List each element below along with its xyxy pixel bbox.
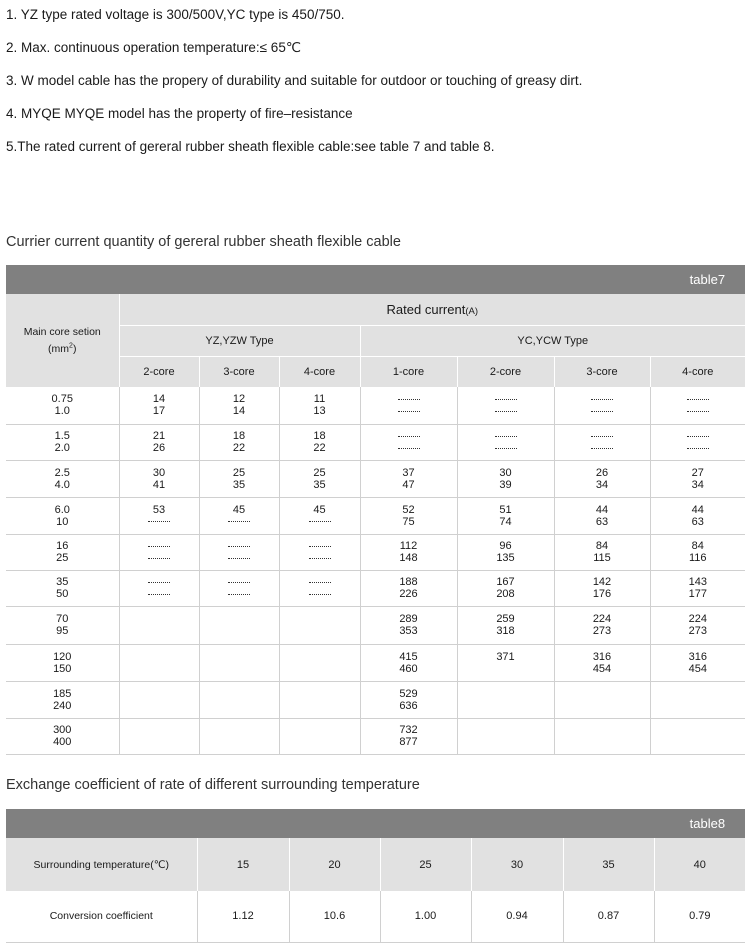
- current-value: 273: [592, 625, 612, 637]
- current-value: 636: [399, 699, 418, 712]
- current-value: 25: [232, 466, 246, 479]
- current-value: 112: [399, 540, 418, 552]
- current-cell: [360, 681, 457, 718]
- current-cell: [457, 424, 554, 460]
- coefficient-value: 1.00: [380, 891, 471, 942]
- coef-label: Conversion coefficient: [49, 910, 153, 923]
- current-value: 45: [313, 503, 326, 516]
- coefficient-value: 0.79: [654, 891, 745, 942]
- current-cell: [279, 497, 360, 534]
- current-cell: [457, 534, 554, 570]
- current-cell: [279, 644, 360, 681]
- current-cell: [279, 606, 360, 644]
- section-value: 10: [56, 515, 69, 528]
- table-row: [6, 570, 745, 606]
- current-cell: [457, 644, 554, 681]
- empty-dash: [591, 393, 613, 405]
- current-cell: [457, 681, 554, 718]
- current-cell: [119, 570, 199, 606]
- empty-dash: [148, 516, 170, 528]
- current-cell: [199, 424, 279, 460]
- current-value: 115: [593, 552, 611, 564]
- section-value: 50: [56, 588, 69, 600]
- current-value: 26: [595, 466, 609, 479]
- column-header-yc-1-core: 1-core: [360, 356, 457, 387]
- current-value: 176: [592, 588, 612, 600]
- current-value: 143: [688, 576, 707, 588]
- column-header-yz-4-core: 4-core: [279, 356, 360, 387]
- current-value: 11: [313, 393, 326, 406]
- current-cell: [119, 718, 199, 754]
- current-cell: [650, 497, 745, 534]
- current-value: 47: [402, 478, 415, 491]
- empty-dash: [398, 430, 420, 442]
- table8: [6, 809, 745, 943]
- column-header-yz-3-core: 3-core: [199, 356, 279, 387]
- empty-dash: [687, 393, 709, 405]
- current-value: 21: [152, 430, 166, 442]
- empty-dash: [495, 405, 517, 417]
- current-value: 316: [688, 650, 707, 663]
- current-value: 460: [399, 662, 418, 675]
- empty-dash: [398, 393, 420, 405]
- section-value: 400: [53, 736, 72, 748]
- current-value: 13: [313, 405, 326, 418]
- section-value: 2.5: [54, 466, 70, 479]
- section-value: 0.75: [51, 393, 73, 406]
- current-value: 45: [232, 503, 246, 516]
- current-value: 316: [592, 650, 612, 663]
- current-cell: [360, 644, 457, 681]
- current-cell: [554, 534, 650, 570]
- current-cell: [554, 570, 650, 606]
- section-value: 1.5: [54, 430, 70, 442]
- temperature-value: 15: [197, 838, 289, 891]
- current-value: 75: [402, 515, 415, 528]
- current-value: 63: [691, 515, 704, 528]
- current-cell: [279, 681, 360, 718]
- empty-dash: [495, 430, 517, 442]
- table-row: [6, 681, 745, 718]
- current-cell: [457, 387, 554, 424]
- current-value: 14: [152, 393, 166, 406]
- temperature-value: 30: [471, 838, 563, 891]
- current-cell: [119, 387, 199, 424]
- current-cell: [360, 460, 457, 497]
- current-value: 44: [691, 503, 704, 516]
- empty-dash: [228, 552, 250, 564]
- current-value: 454: [592, 662, 612, 675]
- empty-dash: [495, 393, 517, 405]
- current-value: 454: [688, 662, 707, 675]
- current-cell: [360, 570, 457, 606]
- current-cell: [199, 606, 279, 644]
- current-value: 52: [402, 503, 415, 516]
- current-cell: [199, 644, 279, 681]
- empty-dash: [495, 442, 517, 454]
- column-header-yc-3-core: 3-core: [554, 356, 650, 387]
- temperature-value: 20: [289, 838, 380, 891]
- current-value: 74: [499, 515, 512, 528]
- current-cell: [650, 387, 745, 424]
- section-cell: [6, 644, 119, 681]
- current-cell: [119, 606, 199, 644]
- table-row: [6, 606, 745, 644]
- current-cell: [119, 497, 199, 534]
- current-value: 96: [499, 540, 512, 552]
- current-value: 25: [313, 466, 326, 479]
- current-value: 26: [152, 442, 166, 454]
- temperature-value: 35: [563, 838, 654, 891]
- empty-dash: [148, 588, 170, 600]
- current-value: 63: [595, 515, 609, 528]
- empty-dash: [309, 588, 331, 600]
- current-value: 35: [313, 478, 326, 491]
- current-cell: [650, 644, 745, 681]
- current-cell: [554, 681, 650, 718]
- section-value: 6.0: [54, 503, 70, 516]
- current-value: 44: [595, 503, 609, 516]
- current-cell: [360, 606, 457, 644]
- current-cell: [199, 718, 279, 754]
- empty-dash: [687, 430, 709, 442]
- current-value: 27: [691, 466, 704, 479]
- current-cell: [554, 387, 650, 424]
- table-row: [6, 387, 745, 424]
- current-value: 188: [399, 576, 418, 588]
- current-value: 84: [691, 540, 704, 552]
- section-value: 120: [53, 650, 72, 663]
- empty-dash: [398, 405, 420, 417]
- section-value: 2.0: [54, 442, 70, 454]
- current-cell: [119, 681, 199, 718]
- current-value: 167: [496, 576, 515, 588]
- current-cell: [650, 570, 745, 606]
- current-cell: [554, 460, 650, 497]
- note-1: 1. YZ type rated voltage is 300/500V,YC type is 450/750.: [6, 7, 345, 22]
- current-value: 39: [499, 478, 512, 491]
- note-3: 3. W model cable has the propery of durability and suitable for outdoor or touching of greasy dirt.: [6, 73, 583, 88]
- current-value: 732: [399, 724, 418, 736]
- note-5: 5.The rated current of gereral rubber sheath flexible cable:see table 7 and table 8.: [6, 139, 495, 154]
- current-cell: [650, 681, 745, 718]
- rated-current-header: Rated current(A): [119, 294, 745, 325]
- empty-dash: [228, 540, 250, 552]
- empty-dash: [148, 552, 170, 564]
- current-cell: [457, 718, 554, 754]
- empty-dash: [687, 442, 709, 454]
- current-cell: [554, 424, 650, 460]
- section-value: 25: [56, 552, 69, 564]
- current-value: 208: [496, 588, 515, 600]
- empty-dash: [591, 405, 613, 417]
- section-value: 4.0: [54, 478, 70, 491]
- current-value: 135: [496, 552, 515, 564]
- current-cell: [279, 570, 360, 606]
- current-value: 84: [595, 540, 609, 552]
- current-cell: [360, 497, 457, 534]
- current-value: 18: [313, 430, 326, 442]
- section-cell: [6, 460, 119, 497]
- coefficient-value: 0.94: [471, 891, 563, 942]
- current-cell: [457, 460, 554, 497]
- section-value: 240: [53, 699, 72, 712]
- table7-title: Currier current quantity of gereral rubber sheath flexible cable: [6, 234, 401, 250]
- current-cell: [457, 606, 554, 644]
- current-value: 529: [399, 687, 418, 700]
- main-core-unit: $(mm^2)$: [48, 342, 77, 355]
- current-cell: [554, 606, 650, 644]
- coefficient-value: 0.87: [563, 891, 654, 942]
- empty-dash: [309, 576, 331, 588]
- current-cell: [199, 460, 279, 497]
- current-value: 877: [399, 736, 418, 748]
- current-cell: [650, 606, 745, 644]
- empty-dash: [398, 442, 420, 454]
- current-value: 224: [688, 613, 707, 625]
- section-value: 1.0: [54, 405, 70, 418]
- current-value: 35: [232, 478, 246, 491]
- current-cell: [119, 644, 199, 681]
- current-value: 51: [499, 503, 512, 516]
- current-cell: [554, 644, 650, 681]
- table-row: [6, 718, 745, 754]
- table7: [6, 265, 745, 755]
- current-cell: [279, 534, 360, 570]
- current-cell: [199, 570, 279, 606]
- current-value: 22: [313, 442, 326, 454]
- section-cell: [6, 570, 119, 606]
- coefficient-value: 1.12: [197, 891, 289, 942]
- column-header-yz-2-core: 2-core: [119, 356, 199, 387]
- current-cell: [360, 387, 457, 424]
- column-header-yc-4-core: 4-core: [650, 356, 745, 387]
- current-cell: [199, 497, 279, 534]
- current-cell: [554, 497, 650, 534]
- table-row: [6, 460, 745, 497]
- current-cell: [119, 534, 199, 570]
- current-value: 289: [399, 613, 418, 625]
- section-cell: [6, 534, 119, 570]
- current-value: 226: [399, 588, 418, 600]
- table-row: [6, 534, 745, 570]
- empty-dash: [591, 442, 613, 454]
- section-cell: [6, 497, 119, 534]
- table8-title: Exchange coefficient of rate of different surrounding temperature: [6, 777, 420, 793]
- current-value: 224: [592, 613, 612, 625]
- section-value: 185: [53, 687, 72, 700]
- table-row: [6, 497, 745, 534]
- table-row: [6, 424, 745, 460]
- current-value: 12: [232, 393, 246, 406]
- current-value: 148: [399, 552, 418, 564]
- current-value: 30: [152, 466, 166, 479]
- empty-dash: [309, 552, 331, 564]
- section-value: 95: [56, 625, 69, 637]
- empty-dash: [687, 405, 709, 417]
- temperature-value: 25: [380, 838, 471, 891]
- current-cell: [199, 387, 279, 424]
- empty-dash: [591, 430, 613, 442]
- current-cell: [199, 534, 279, 570]
- note-2: 2. Max. continuous operation temperature:≤ 65℃: [6, 40, 301, 55]
- current-value: 53: [152, 503, 166, 516]
- group-yz-header: YZ,YZW Type: [119, 325, 360, 356]
- current-value: 142: [592, 576, 612, 588]
- current-value: 116: [689, 552, 707, 564]
- section-cell: [6, 606, 119, 644]
- current-cell: [279, 424, 360, 460]
- section-value: 70: [56, 613, 69, 625]
- current-cell: [650, 424, 745, 460]
- current-value: 14: [232, 405, 246, 418]
- column-header-yc-2-core: 2-core: [457, 356, 554, 387]
- current-cell: [279, 460, 360, 497]
- current-cell: [360, 718, 457, 754]
- current-cell: [279, 718, 360, 754]
- current-value: 34: [691, 478, 704, 491]
- current-cell: [199, 681, 279, 718]
- table8-tag: table8: [6, 809, 745, 838]
- current-value: 37: [402, 466, 415, 479]
- current-cell: [650, 534, 745, 570]
- table-row: [6, 644, 745, 681]
- current-value: 273: [688, 625, 707, 637]
- current-cell: [457, 497, 554, 534]
- main-core-header: Main core setion $(mm^2)$: [23, 326, 101, 355]
- current-value: 177: [688, 588, 707, 600]
- section-cell: [6, 718, 119, 754]
- current-cell: [360, 424, 457, 460]
- section-value: 300: [53, 724, 72, 736]
- current-cell: [119, 424, 199, 460]
- section-cell: [6, 387, 119, 424]
- current-value: 18: [232, 430, 246, 442]
- empty-dash: [148, 540, 170, 552]
- current-value: 371: [496, 650, 515, 663]
- current-cell: [279, 387, 360, 424]
- current-value: 34: [595, 478, 609, 491]
- current-value: 22: [232, 442, 246, 454]
- temp-label: Surrounding temperature(℃): [33, 858, 170, 871]
- current-value: 353: [399, 625, 418, 637]
- current-cell: [457, 570, 554, 606]
- empty-dash: [309, 516, 331, 528]
- empty-dash: [228, 576, 250, 588]
- coefficient-value: 10.6: [289, 891, 380, 942]
- empty-dash: [148, 576, 170, 588]
- current-value: 259: [496, 613, 515, 625]
- current-value: 17: [152, 405, 166, 418]
- section-value: 150: [53, 662, 72, 675]
- table7-tag: table7: [6, 265, 745, 294]
- section-cell: [6, 681, 119, 718]
- current-cell: [650, 460, 745, 497]
- section-cell: [6, 424, 119, 460]
- current-value: 41: [152, 478, 166, 491]
- current-value: 30: [499, 466, 512, 479]
- section-value: 16: [56, 540, 69, 552]
- empty-dash: [309, 540, 331, 552]
- temperature-value: 40: [654, 838, 745, 891]
- empty-dash: [228, 516, 250, 528]
- current-cell: [650, 718, 745, 754]
- current-value: 318: [496, 625, 515, 637]
- group-yc-header: YC,YCW Type: [360, 325, 745, 356]
- note-4: 4. MYQE MYQE model has the property of fire–resistance: [6, 106, 353, 121]
- current-value: 415: [399, 650, 418, 663]
- current-cell: [360, 534, 457, 570]
- empty-dash: [228, 588, 250, 600]
- current-cell: [554, 718, 650, 754]
- section-value: 35: [56, 576, 69, 588]
- current-cell: [119, 460, 199, 497]
